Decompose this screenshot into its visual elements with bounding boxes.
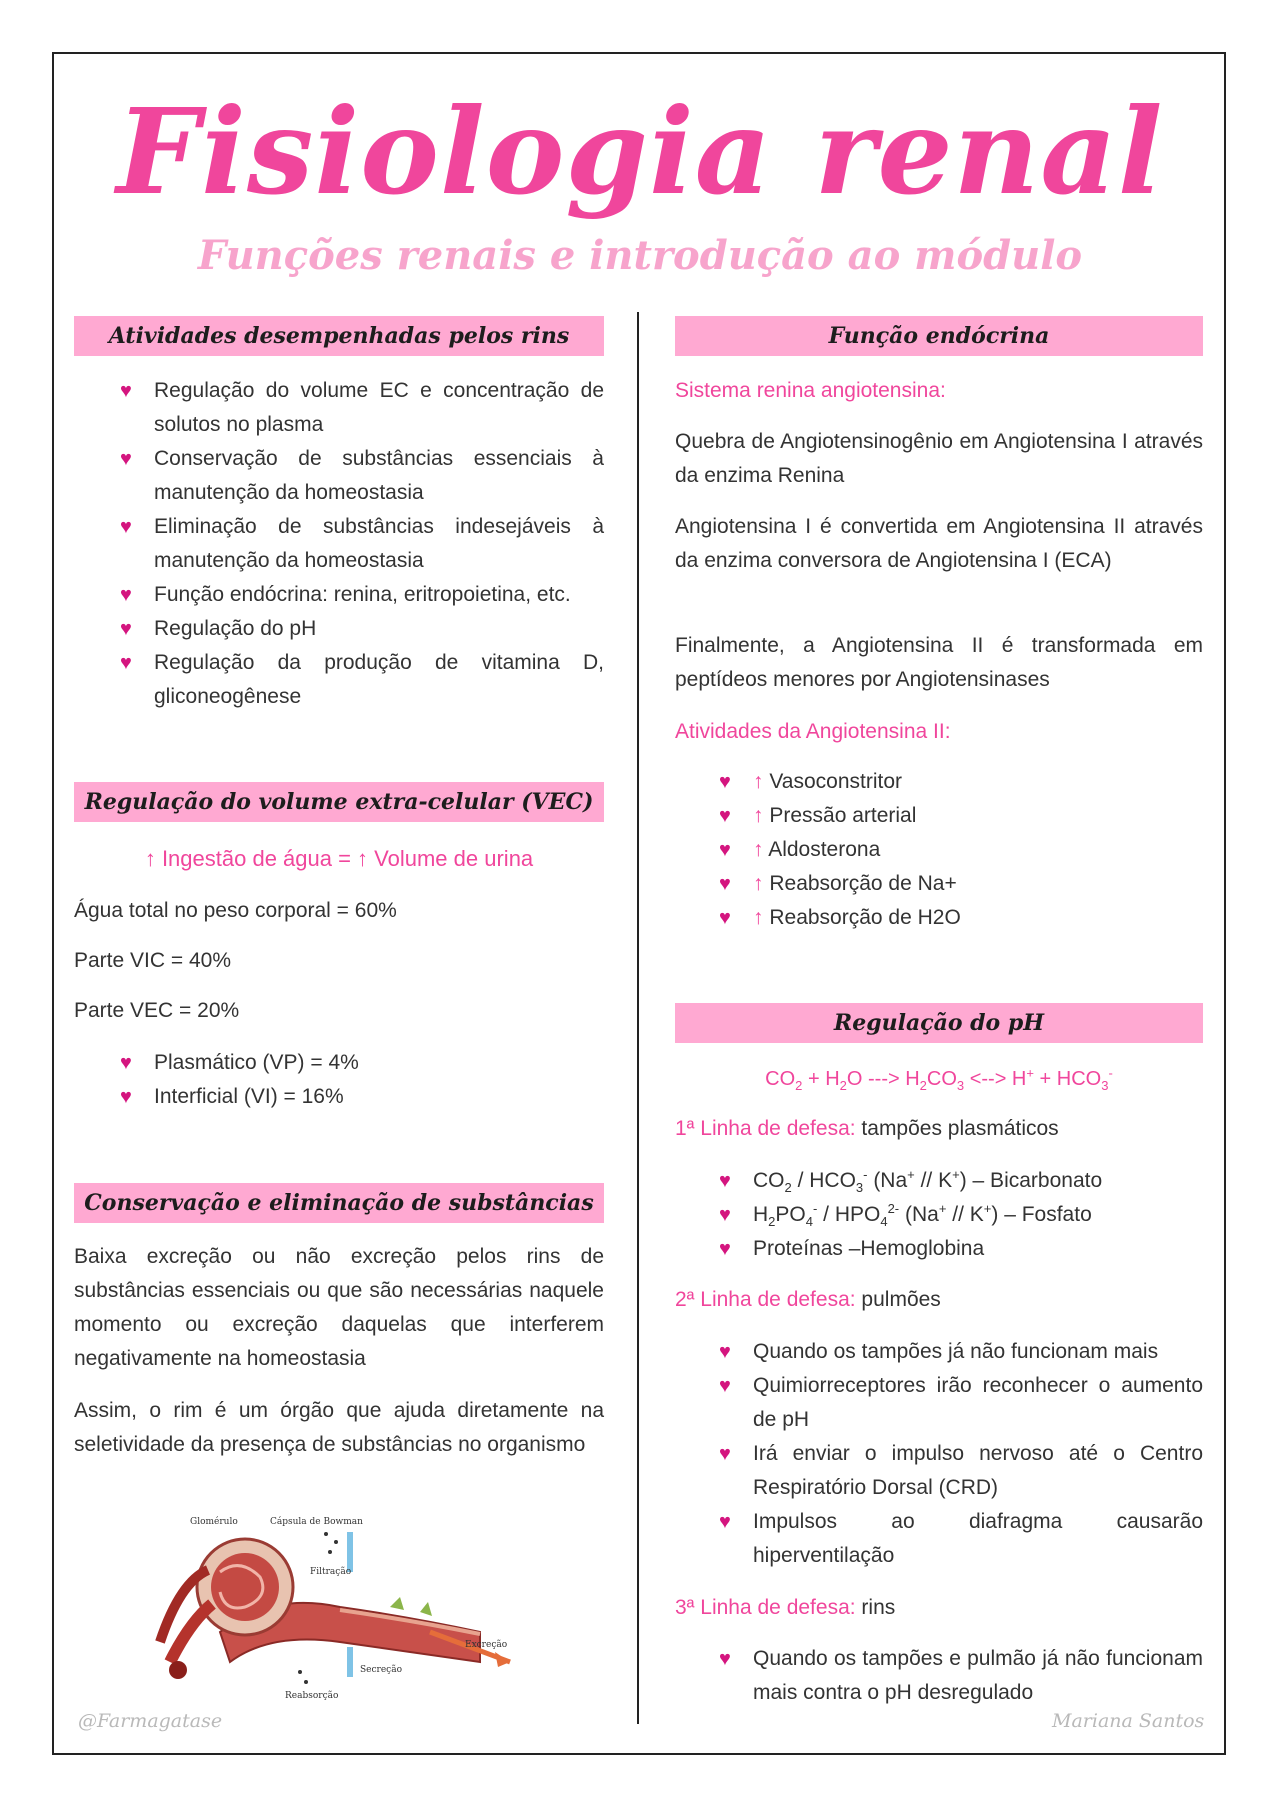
list-item-text: Reabsorção de H2O <box>769 906 961 929</box>
page-subtitle: Funções renais e introdução ao módulo <box>197 232 1083 279</box>
list-item-text: Reabsorção de Na+ <box>769 872 957 895</box>
section-heading-conservacao: Conservação e eliminação de substâncias <box>74 1183 604 1223</box>
list-item-text: Aldosterona <box>768 838 881 861</box>
list-item-text: Plasmático (VP) = 4% <box>154 1051 359 1074</box>
list-item-text: Impulsos ao diafragma causarão hiperventilação <box>753 1510 1203 1567</box>
list-item-text: Quando os tampões e pulmão já não funcionam mais contra o pH desregulado <box>753 1647 1203 1704</box>
vec-formula: ↑ Ingestão de água = ↑ Volume de urina <box>144 846 534 871</box>
label-glomerulo: Glomérulo <box>190 1517 238 1527</box>
list-item-text: Quando os tampões já não funcionam mais <box>753 1340 1159 1363</box>
heart-icon: ♥ <box>719 1375 731 1397</box>
heart-icon: ♥ <box>120 652 132 674</box>
ph-equation: $CO_2 + H_2O$ ---> $H_2CO_3$ <--> $H^+ + HCO_3^-$ <box>765 1065 1113 1093</box>
linha-2: 2ª Linha de defesa: pulmões <box>675 1288 941 1311</box>
list-item: ♥ Proteínas –Hemoglobina <box>719 1237 985 1260</box>
atividades-list <box>74 374 604 714</box>
list-item: ♥ $H_2PO_4^- / HPO_4^{2-}$ (Na+ // K+) – Fosfato <box>719 1201 1092 1230</box>
section-heading-atividades: Atividades desempenhadas pelos rins <box>74 316 604 356</box>
conservacao-paragraph-1: Baixa excreção ou não excreção pelos rins de substâncias essenciais ou que são necessárias naquele momento ou excreção daquelas que interferem negativamente na homeostasia <box>74 1245 604 1370</box>
heart-icon: ♥ <box>719 1443 731 1465</box>
list-item <box>74 374 604 442</box>
list-item <box>675 833 1203 867</box>
sistema-renina-label: Sistema renina angiotensina: <box>675 379 946 402</box>
up-arrow-icon: ↑ <box>753 838 764 861</box>
heart-icon: ♥ <box>120 1086 132 1108</box>
label-secrecao: Secreção <box>360 1665 402 1675</box>
linha-3: 3ª Linha de defesa: rins <box>675 1596 896 1619</box>
label-filtracao: Filtração <box>310 1567 352 1577</box>
heart-icon: ♥ <box>719 805 731 827</box>
list-item <box>74 1080 604 1114</box>
list-item <box>74 1046 604 1080</box>
vec-list <box>74 1046 604 1114</box>
parte-vec: Parte VEC = 20% <box>74 999 240 1022</box>
list-item <box>74 612 604 646</box>
heart-icon: ♥ <box>719 873 731 895</box>
list-item <box>74 510 604 578</box>
list-item-text: Regulação da produção de vitamina D, gliconeogênese <box>154 651 604 708</box>
heart-icon: ♥ <box>120 1052 132 1074</box>
heart-icon: ♥ <box>719 1511 731 1533</box>
section-heading-ph: Regulação do pH <box>675 1003 1203 1043</box>
list-item <box>675 867 1203 901</box>
label-excrecao: Excreção <box>465 1640 508 1650</box>
up-arrow-icon: ↑ <box>753 770 764 793</box>
up-arrow-icon: ↑ <box>753 804 764 827</box>
list-item-text: Quimiorreceptores irão reconhecer o aumento de pH <box>753 1374 1203 1431</box>
credit-left: @Farmagatase <box>78 1710 223 1732</box>
column-divider <box>637 312 639 1724</box>
list-item-text: Conservação de substâncias essenciais à manutenção da homeostasia <box>154 447 604 504</box>
agua-total: Água total no peso corporal = 60% <box>74 899 397 922</box>
nephron-illustration <box>150 1512 520 1702</box>
section-heading-endocrina: Função endócrina <box>675 316 1203 356</box>
list-item-text: Regulação do volume EC e concentração de solutos no plasma <box>154 379 604 436</box>
heart-icon: ♥ <box>120 618 132 640</box>
label-capsula: Cápsula de Bowman <box>270 1517 363 1527</box>
heart-icon: ♥ <box>120 380 132 402</box>
list-item-text: Função endócrina: renina, eritropoietina, etc. <box>154 583 571 606</box>
list-item <box>675 1369 1203 1437</box>
heart-icon: ♥ <box>120 584 132 606</box>
up-arrow-icon: ↑ <box>753 872 764 895</box>
list-item <box>675 1642 1203 1710</box>
linha-2-list <box>675 1335 1203 1573</box>
list-item-text: Eliminação de substâncias indesejáveis à manutenção da homeostasia <box>154 515 604 572</box>
list-item <box>675 901 1203 935</box>
heart-icon: ♥ <box>719 771 731 793</box>
credit-right: Mariana Santos <box>1052 1710 1205 1732</box>
list-item-text: Irá enviar o impulso nervoso até o Centro Respiratório Dorsal (CRD) <box>753 1442 1203 1499</box>
linha-3-list <box>675 1642 1203 1710</box>
list-item <box>675 765 1203 799</box>
heart-icon: ♥ <box>120 448 132 470</box>
heart-icon: ♥ <box>120 516 132 538</box>
heart-icon: ♥ <box>719 839 731 861</box>
section-heading-vec: Regulação do volume extra-celular (VEC) <box>74 782 604 822</box>
linha-1-list <box>675 1164 1203 1266</box>
heart-icon: ♥ <box>719 1648 731 1670</box>
list-item <box>675 1437 1203 1505</box>
list-item <box>675 799 1203 833</box>
list-item <box>74 646 604 714</box>
right-column <box>675 0 1203 1810</box>
page-title: Fisiologia renal <box>116 82 1164 221</box>
angiotensina-list <box>675 765 1203 935</box>
list-item-text: Regulação do pH <box>154 617 317 640</box>
list-item <box>74 442 604 510</box>
parte-vic: Parte VIC = 40% <box>74 949 231 972</box>
list-item <box>675 1335 1203 1369</box>
endocrina-paragraph-1: Quebra de Angiotensinogênio em Angiotensina I através da enzima Renina <box>675 430 1203 487</box>
up-arrow-icon: ↑ <box>753 906 764 929</box>
list-item-text: Interficial (VI) = 16% <box>154 1085 344 1108</box>
list-item <box>675 1505 1203 1573</box>
atividades-angiotensina-label: Atividades da Angiotensina II: <box>675 720 951 743</box>
list-item <box>74 578 604 612</box>
endocrina-paragraph-3: Finalmente, a Angiotensina II é transformada em peptídeos menores por Angiotensinases <box>675 634 1203 691</box>
list-item-text: Vasoconstritor <box>769 770 903 793</box>
heart-icon: ♥ <box>719 907 731 929</box>
list-item-text: Pressão arterial <box>769 804 917 827</box>
conservacao-paragraph-2: Assim, o rim é um órgão que ajuda diretamente na seletividade da presença de substâncias no organismo <box>74 1399 604 1456</box>
endocrina-paragraph-2: Angiotensina I é convertida em Angiotensina II através da enzima conversora de Angiotensina I (ECA) <box>675 515 1203 572</box>
linha-1: 1ª Linha de defesa: tampões plasmáticos <box>675 1117 1059 1140</box>
label-reabsorcao: Reabsorção <box>285 1691 339 1701</box>
list-item: ♥ $CO_2 / HCO_3^-$ (Na+ // K+) – Bicarbonato <box>719 1167 1103 1196</box>
heart-icon: ♥ <box>719 1341 731 1363</box>
